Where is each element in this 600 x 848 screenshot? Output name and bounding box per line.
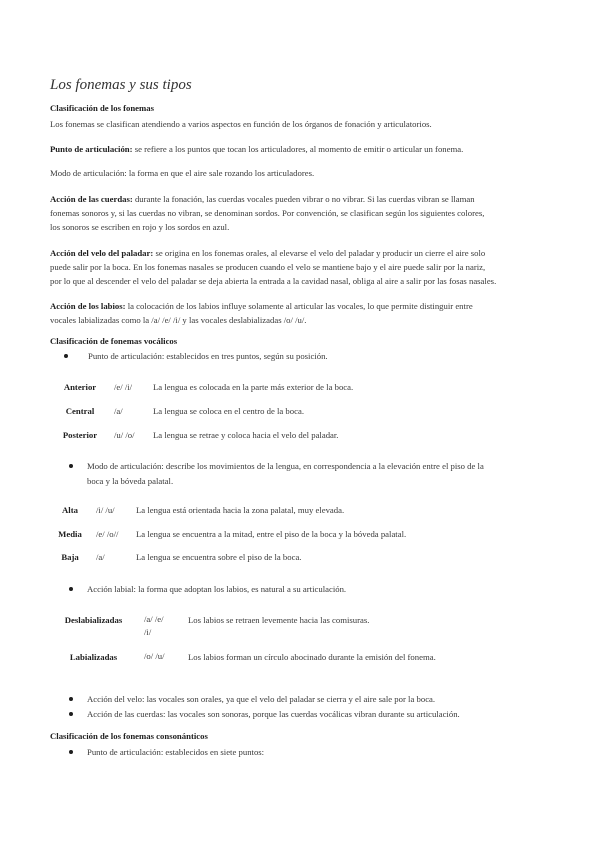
paragraph-line — [50, 246, 496, 260]
bullet-text: Punto de articulación: establecidos en tres puntos, según su posición. — [88, 351, 328, 361]
bullet-item — [87, 692, 435, 706]
bullet-text: Modo de articulación: describe los movimientos de la lengua, en correspondencia a la elevación entre el piso de la — [87, 461, 484, 471]
table-row — [0, 380, 600, 394]
phoneme-line: /a/ /e/ — [144, 614, 164, 624]
bullet-icon — [69, 587, 73, 591]
bullet-icon — [69, 750, 73, 754]
paragraph-line — [50, 299, 473, 313]
phoneme-cell — [144, 650, 165, 663]
table-row — [0, 613, 600, 637]
bullet-item — [87, 745, 264, 759]
description-cell: La lengua está orientada hacia la zona palatal, muy elevada. — [136, 505, 345, 515]
paragraph-text: durante la fonación, las cuerdas vocales pueden vibrar o no vibrar. Si las cuerdas vibran se llaman — [134, 194, 475, 204]
bullet-text: Punto de articulación: establecidos en siete puntos: — [87, 747, 265, 757]
phoneme-cell: /a/ — [96, 552, 105, 562]
bullet-icon — [69, 464, 73, 468]
section-heading-clasificacion: Clasificación de los fonemas — [50, 103, 155, 113]
phoneme-cell: /u/ /o/ — [114, 430, 135, 440]
phoneme-cell — [144, 613, 164, 639]
paragraph-line: los sonoros se escriben en rojo y los sordos en azul. — [50, 222, 230, 232]
paragraph-punto-articulacion — [50, 142, 463, 156]
bullet-item — [87, 707, 460, 721]
paragraph-text: la colocación de los labios influye solamente al articular las vocales, lo que permite distinguir entre — [127, 301, 473, 311]
paragraph-line: por lo que al descender el velo del paladar se deja abierta la entrada a la cavidad nasal, obliga al aire a salir por las fosas nasales. — [50, 276, 497, 286]
table-row — [0, 404, 600, 418]
paragraph-line — [50, 192, 484, 206]
term-cell: Anterior — [63, 382, 97, 392]
paragraph-line: vocales labializadas como la /a/ /e/ /i/ y las vocales deslabializadas /o/ /u/. — [50, 315, 307, 325]
section-heading-vocalicos: Clasificación de fonemas vocálicos — [50, 336, 178, 346]
table-row — [0, 428, 600, 442]
phoneme-cell: /e/ /i/ — [114, 382, 133, 392]
bullet-item — [87, 459, 484, 489]
paragraph-modo-articulacion: Modo de articulación: la forma en que el aire sale rozando los articuladores. — [50, 168, 315, 178]
table-row — [0, 503, 600, 517]
term-cell: Posterior — [62, 430, 98, 440]
term-cell: Central — [65, 406, 95, 416]
paragraph-line: puede salir por la boca. En los fonemas nasales se producen cuando el velo se mantiene bajo y el aire puede salir por la nariz, — [50, 262, 486, 272]
term-cell: Labializadas — [69, 652, 118, 662]
phoneme-cell: /a/ — [114, 406, 123, 416]
term-label: Acción de las cuerdas: — [50, 194, 133, 204]
description-cell: Los labios se retraen levemente hacia las comisuras. — [188, 615, 370, 625]
description-cell: La lengua es colocada en la parte más exterior de la boca. — [153, 382, 354, 392]
description-cell: La lengua se encuentra a la mitad, entre el piso de la boca y la bóveda palatal. — [136, 529, 407, 539]
term-label: Punto de articulación: — [50, 144, 133, 154]
description-cell: La lengua se retrae y coloca hacia el velo del paladar. — [153, 430, 339, 440]
bullet-item — [87, 582, 346, 596]
bullet-icon — [69, 697, 73, 701]
phoneme-cell: /e/ /o// — [96, 529, 119, 539]
bullet-item — [88, 349, 328, 363]
description-cell: Los labios forman un círculo abocinado durante la emisión del fonema. — [188, 652, 436, 662]
term-label: Acción de los labios: — [50, 301, 126, 311]
phoneme-cell: /i/ /u/ — [96, 505, 115, 515]
phoneme-line: /o/ /u/ — [144, 651, 165, 661]
description-cell: La lengua se coloca en el centro de la boca. — [153, 406, 304, 416]
table-row — [0, 650, 600, 664]
bullet-icon — [69, 712, 73, 716]
paragraph-line: fonemas sonoros y, si las cuerdas no vibran, se denominan sordos. Por convención, se clasifican según los siguientes colores, — [50, 208, 485, 218]
bullet-text: Acción labial: la forma que adoptan los labios, es natural a su articulación. — [87, 584, 347, 594]
term-label: Acción del velo del paladar: — [50, 248, 154, 258]
paragraph-accion-velo-paladar — [50, 246, 496, 288]
paragraph-intro: Los fonemas se clasifican atendiendo a varios aspectos en función de los órganos de fonación y articulatorios. — [50, 119, 432, 129]
section-heading-consonanticos: Clasificación de los fonemas consonánticos — [50, 731, 208, 741]
bullet-text: boca y la bóveda palatal. — [87, 476, 174, 486]
bullet-text: Acción de las cuerdas: las vocales son sonoras, porque las cuerdas vocálicas vibran durante su articulación. — [87, 709, 460, 719]
phoneme-line: /i/ — [144, 627, 152, 637]
term-cell: Baja — [61, 552, 79, 562]
bullet-text: Acción del velo: las vocales son orales, ya que el velo del paladar se cierra y el aire sale por la boca. — [87, 694, 436, 704]
document-title: Los fonemas y sus tipos — [50, 77, 192, 93]
table-row — [0, 550, 600, 564]
paragraph-text: se refiere a los puntos que tocan los articuladores, al momento de emitir o articular un fonema. — [134, 144, 464, 154]
table-row — [0, 527, 600, 541]
description-cell: La lengua se encuentra sobre el piso de la boca. — [136, 552, 302, 562]
term-cell: Media — [58, 529, 82, 539]
term-cell: Deslabializadas — [64, 615, 123, 625]
paragraph-accion-cuerdas — [50, 192, 484, 234]
paragraph-accion-labios — [50, 299, 473, 327]
term-cell: Alta — [62, 505, 78, 515]
paragraph-text: se origina en los fonemas orales, al elevarse el velo del paladar y producir un cierre el aire solo — [155, 248, 486, 258]
bullet-icon — [64, 354, 68, 358]
